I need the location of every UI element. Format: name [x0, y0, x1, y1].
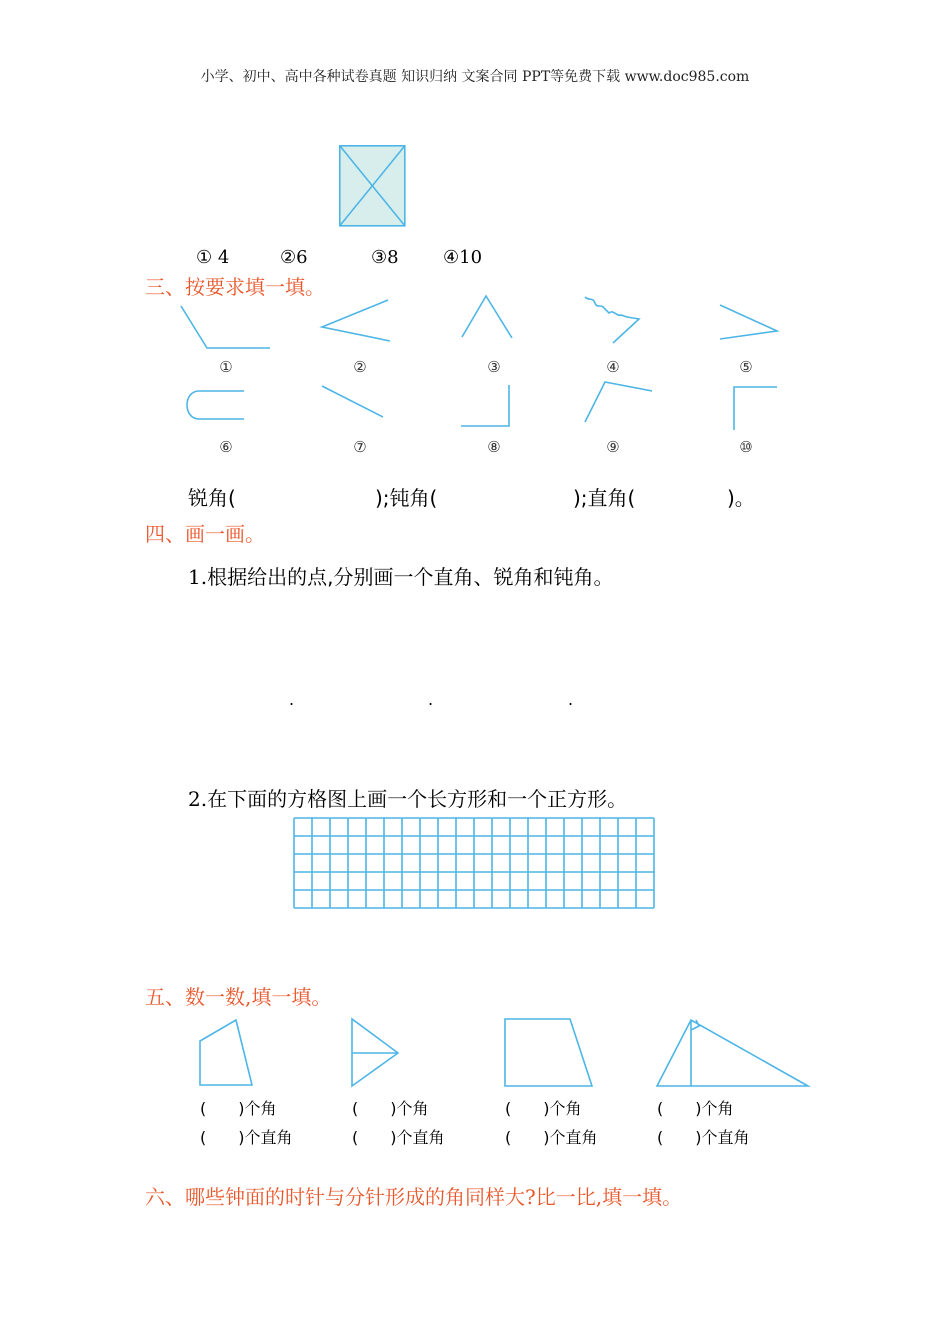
right-blank[interactable] [650, 482, 720, 508]
count-angle-3[interactable]: ( )个角 [505, 1099, 582, 1118]
rectangle-diagonals-figure [339, 145, 406, 227]
section4-title: 四、画一画。 [145, 522, 265, 546]
acute-label: 锐角( [188, 486, 236, 510]
angle-figure-2 [320, 298, 392, 344]
acute-blank[interactable] [250, 482, 370, 508]
count-figure-2 [350, 1017, 402, 1089]
point-dot-2[interactable]: . [428, 690, 434, 709]
angle-figure-3 [460, 294, 515, 340]
angle-label-2: ② [353, 358, 367, 376]
option-2[interactable]: ②6 [280, 247, 308, 268]
count-angle-2[interactable]: ( )个角 [352, 1099, 429, 1118]
angle-figure-9 [583, 380, 655, 424]
section6-title: 六、哪些钟面的时针与分针形成的角同样大?比一比,填一填。 [145, 1185, 683, 1209]
count-right-2[interactable]: ( )个直角 [352, 1128, 445, 1147]
angle-label-8: ⑧ [487, 438, 501, 456]
task1-number: 1. [188, 565, 208, 589]
section3-title: 三、按要求填一填。 [145, 275, 325, 299]
angle-label-4: ④ [606, 358, 620, 376]
angle-figure-10 [732, 385, 780, 433]
point-dot-1[interactable]: . [289, 690, 295, 709]
point-dot-3[interactable]: . [568, 690, 574, 709]
option-4[interactable]: ④10 [443, 247, 483, 268]
section5-title: 五、数一数,填一填。 [145, 985, 332, 1009]
angle-label-3: ③ [487, 358, 501, 376]
angle-label-7: ⑦ [353, 438, 367, 456]
page-header: 小学、初中、高中各种试卷真题 知识归纳 文案合同 PPT等免费下载 www.doc985.com [200, 69, 750, 85]
drawing-grid[interactable] [293, 817, 657, 910]
count-figure-3 [503, 1017, 595, 1089]
angle-label-10: ⑩ [739, 438, 753, 456]
angle-figure-1 [180, 305, 272, 351]
obtuse-blank[interactable] [450, 482, 570, 508]
option-1[interactable]: ① 4 [196, 247, 230, 268]
angle-label-6: ⑥ [219, 438, 233, 456]
angle-label-1: ① [219, 358, 233, 376]
count-angle-4[interactable]: ( )个角 [657, 1099, 734, 1118]
angle-label-9: ⑨ [606, 438, 620, 456]
task1-text: 根据给出的点,分别画一个直角、锐角和钝角。 [207, 565, 614, 589]
angle-figure-4 [583, 295, 641, 347]
task2 [188, 783, 627, 812]
task1 [188, 561, 613, 590]
angle-figure-8 [459, 383, 513, 429]
count-right-3[interactable]: ( )个直角 [505, 1128, 598, 1147]
count-figure-1 [198, 1018, 256, 1088]
fill-end: )。 [727, 486, 755, 510]
angle-figure-7 [320, 384, 386, 420]
angle-figure-5 [718, 303, 780, 341]
count-right-4[interactable]: ( )个直角 [657, 1128, 750, 1147]
count-right-1[interactable]: ( )个直角 [200, 1128, 293, 1147]
task2-text: 在下面的方格图上画一个长方形和一个正方形。 [207, 787, 628, 811]
count-figure-4 [655, 1018, 811, 1090]
option-3[interactable]: ③8 [371, 247, 399, 268]
task2-number: 2. [188, 787, 208, 811]
count-angle-1[interactable]: ( )个角 [200, 1099, 277, 1118]
obtuse-label: );钝角( [375, 486, 438, 510]
angle-label-5: ⑤ [739, 358, 753, 376]
right-label: );直角( [573, 486, 636, 510]
angle-figure-6 [181, 389, 247, 423]
